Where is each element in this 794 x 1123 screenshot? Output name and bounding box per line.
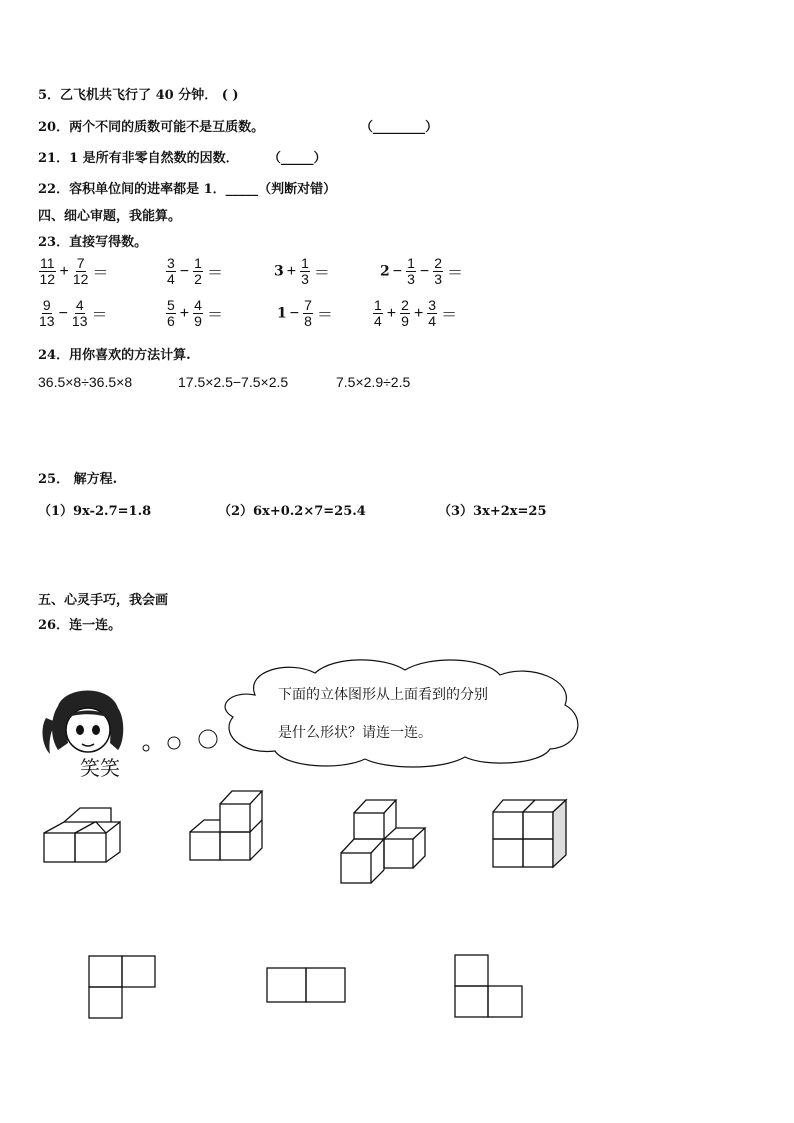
solid-figure-1 — [44, 808, 120, 862]
section-4-heading: 四、细心审题，我能算。 — [38, 209, 182, 224]
solid-figure-2 — [190, 791, 262, 860]
top-view-1 — [89, 956, 155, 1018]
calc-expression-1: 36.5×8÷36.5×8 — [38, 374, 133, 390]
question-26: 26．连一连。 — [38, 618, 122, 633]
fraction-problem-8: $\frac{1}{4}$ + $\frac{2}{9}$ + $\frac{3}{4}$ ＝ — [374, 297, 458, 329]
equation-3: （3）3x+2x=25 — [438, 504, 547, 519]
equation-2: （2）6x+0.2×7=25.4 — [218, 504, 366, 519]
top-view-2 — [267, 968, 345, 1002]
answer-blank-20[interactable]: （________） — [360, 120, 439, 135]
fraction-problem-1: $\frac{11}{12}$ + $\frac{7}{12}$ ＝ — [39, 255, 109, 287]
calc-expression-2: 17.5×2.5−7.5×2.5 — [178, 374, 289, 390]
section-5-heading: 五、心灵手巧，我会画 — [38, 593, 169, 608]
question-22: 22．容积单位间的进率都是 1．_____（判断对错） — [38, 182, 337, 197]
fraction-problem-4: 2 − $\frac{1}{3}$ − $\frac{2}{3}$ ＝ — [380, 255, 464, 287]
top-view-3 — [455, 955, 522, 1017]
question-24: 24．用你喜欢的方法计算. — [38, 348, 191, 363]
girl-label: 笑笑 — [80, 756, 120, 780]
question-23: 23．直接写得数。 — [38, 235, 148, 250]
question-20: 20．两个不同的质数可能不是互质数。 — [38, 120, 265, 135]
fraction-problem-3: 3 + $\frac{1}{3}$ ＝ — [274, 255, 330, 287]
question-21: 21．1 是所有非零自然数的因数． — [38, 151, 239, 166]
fraction-problem-7: 1 − $\frac{7}{8}$ ＝ — [277, 297, 333, 329]
question-25: 25． 解方程. — [38, 472, 118, 487]
fraction-problem-6: $\frac{5}{6}$ + $\frac{4}{9}$ ＝ — [167, 297, 223, 329]
cloud-line-1: 下面的立体图形从上面看到的分别 — [278, 687, 488, 703]
fraction-problem-5: $\frac{9}{13}$ − $\frac{4}{13}$ ＝ — [39, 297, 108, 329]
solid-figure-3 — [341, 800, 425, 883]
fraction-problem-2: $\frac{3}{4}$ − $\frac{1}{2}$ ＝ — [167, 255, 223, 287]
solid-figure-4 — [493, 800, 566, 867]
cloud-line-2: 是什么形状？请连一连。 — [278, 725, 432, 741]
question-5: 5．乙飞机共飞行了 40 分钟． ( ) — [38, 88, 239, 103]
equation-1: （1）9x-2.7=1.8 — [38, 504, 152, 519]
answer-blank-21[interactable]: （_____） — [268, 151, 327, 166]
calc-expression-3: 7.5×2.9÷2.5 — [336, 374, 411, 390]
